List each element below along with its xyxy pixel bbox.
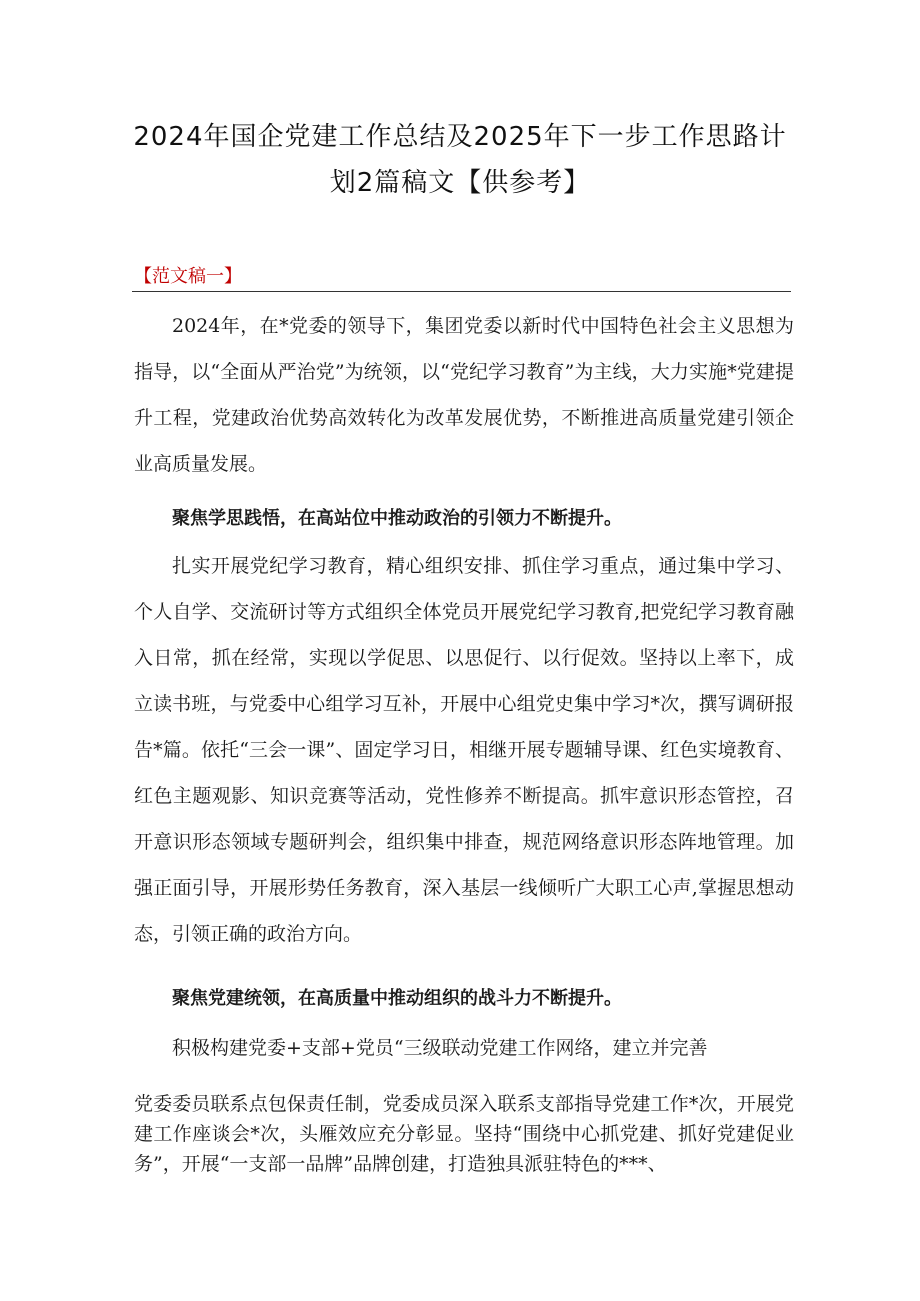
- body-paragraph-1: 扎实开展党纪学习教育，精心组织安排、抓住学习重点，通过集中学习、个人自学、交流研讨等方式组织全体党员开展党纪学习教育,把党纪学习教育融入日常，抓在经常，实现以学促思、以思促行、以行促效。坚持以上率下，成立读书班，与党委中心组学习互补，开展中心组党史集中学习*次，撰写调研报告*篇。依托“三会一课”、固定学习日，相继开展专题辅导课、红色实境教育、红色主题观影、知识竞赛等活动，党性修养不断提高。抓牢意识形态管控，召开意识形态领域专题研判会，组织集中排查，规范网络意识形态阵地管理。加强正面引导，开展形势任务教育，深入基层一线倾听广大职工心声,掌握思想动态，引领正确的政治方向。: [134, 555, 794, 945]
- body-paragraph-2-first-line: 积极构建党委+支部+党员“三级联动党建工作网络，建立并完善: [172, 1037, 708, 1059]
- document-title-line-2: 划2篇稿文【供参考】: [329, 168, 591, 198]
- body-paragraph-2-continued: 党委委员联系点包保责任制，党委成员深入联系支部指导党建工作*次，开展党建工作座谈会*次，头雁效应充分彰显。坚持“围绕中心抓党建、抓好党建促业务”，开展“一支部一品牌”品牌创建，打造独具派驻特色的***、: [134, 1093, 794, 1175]
- intro-paragraph: 2024年，在*党委的领导下，集团党委以新时代中国特色社会主义思想为指导，以“全面从严治党”为统领，以“党纪学习教育”为主线，大力实施*党建提升工程，党建政治优势高效转化为改革发展优势，不断推进高质量党建引领企业高质量发展。: [134, 315, 794, 475]
- section-heading-1: 聚焦学思践悟，在高站位中推动政治的引领力不断提升。: [172, 508, 622, 529]
- section-heading-2: 聚焦党建统领，在高质量中推动组织的战斗力不断提升。: [172, 988, 622, 1009]
- document-title-line-1: 2024年国企党建工作总结及2025年下一步工作思路计: [133, 122, 787, 152]
- section-divider: [132, 291, 791, 292]
- section-label: 【范文稿一】: [134, 266, 242, 287]
